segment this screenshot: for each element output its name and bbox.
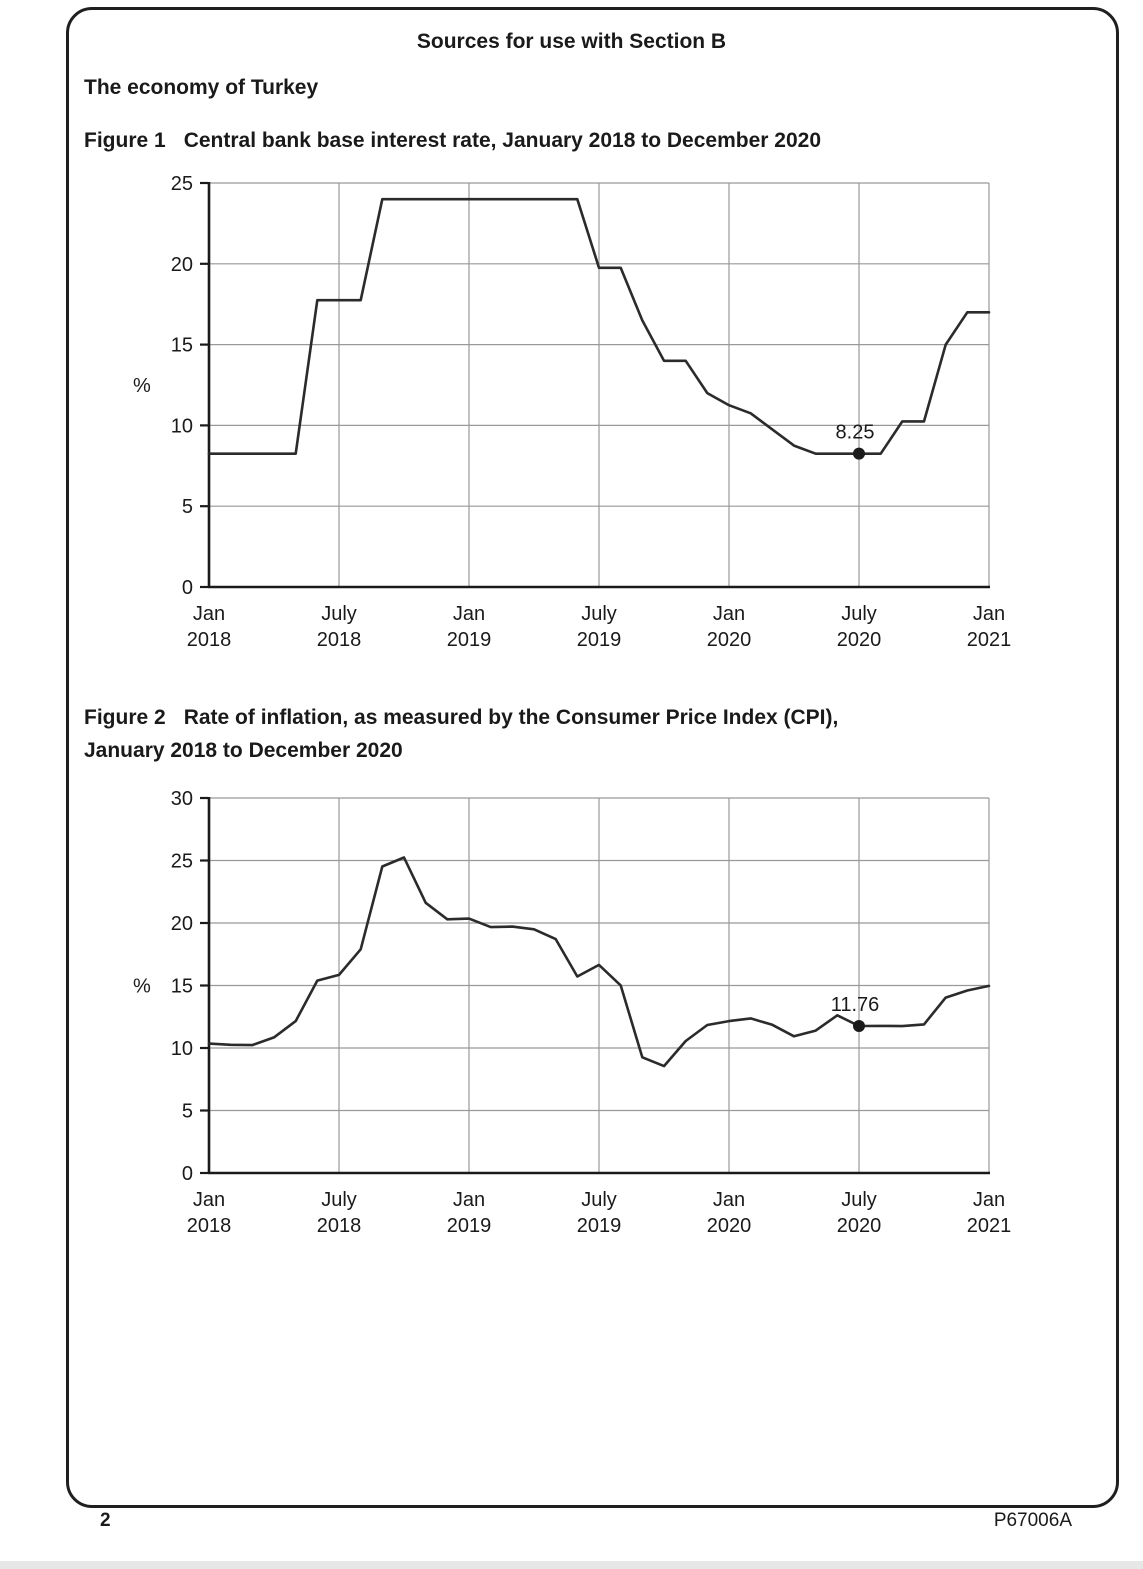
x-tick-label: 2020 <box>706 1215 752 1237</box>
y-tick-label: 10 <box>170 1038 193 1060</box>
x-tick-label: 2018 <box>316 1215 362 1237</box>
x-tick-label: 2019 <box>576 629 622 651</box>
x-tick-label: 2021 <box>966 1215 1012 1237</box>
figure2-caption <box>84 701 944 767</box>
annotation-label: 11.76 <box>830 994 880 1016</box>
y-tick-label: 5 <box>181 1100 193 1123</box>
x-tick-label: 2019 <box>446 629 492 651</box>
y-tick-label: 15 <box>170 975 193 998</box>
x-tick-label: Jan <box>972 603 1006 625</box>
x-tick-label: 2018 <box>186 629 232 651</box>
x-tick-label: 2019 <box>576 1215 622 1237</box>
figure1-caption-text: Central bank base interest rate, January 2018 to December 2020 <box>183 129 821 152</box>
figure2-caption-line2: January 2018 to December 2020 <box>84 739 403 762</box>
figure2-caption-text: Rate of inflation, as measured by the Consumer Price Index (CPI), <box>183 706 839 729</box>
y-tick-label: 5 <box>181 496 193 519</box>
x-tick-label: July <box>841 1189 877 1211</box>
x-tick-label: July <box>581 1189 617 1211</box>
y-tick-label: 10 <box>170 415 193 438</box>
y-axis-label: % <box>133 375 151 397</box>
x-tick-label: 2020 <box>706 629 752 651</box>
page-title: Sources for use with Section B <box>416 30 727 53</box>
y-tick-label: 25 <box>170 850 193 873</box>
x-tick-label: Jan <box>452 1189 486 1211</box>
y-tick-label: 20 <box>170 253 193 276</box>
y-tick-label: 0 <box>181 1163 193 1185</box>
y-tick-label: 20 <box>170 913 193 935</box>
figure1-chart <box>100 175 1020 660</box>
paper-code: P67006A <box>993 1510 1072 1531</box>
y-tick-label: 15 <box>170 334 193 357</box>
x-tick-label: Jan <box>712 603 746 625</box>
y-axis-label: % <box>133 975 151 998</box>
x-tick-label: 2020 <box>836 1215 882 1237</box>
x-tick-label: July <box>841 603 877 625</box>
x-tick-label: July <box>581 603 617 625</box>
figure1-label: Figure 1 <box>84 129 166 152</box>
figure2-chart <box>100 790 1020 1265</box>
annotation-dot <box>853 1020 865 1032</box>
y-tick-label: 25 <box>170 173 193 195</box>
x-tick-label: Jan <box>452 603 486 625</box>
figure1-caption <box>84 124 944 157</box>
x-tick-label: 2020 <box>836 629 882 651</box>
annotation-dot <box>853 448 865 460</box>
figure2-caption-line1 <box>84 701 944 734</box>
x-tick-label: July <box>321 1189 357 1211</box>
x-tick-label: Jan <box>192 603 226 625</box>
y-tick-label: 30 <box>170 788 193 810</box>
bottom-strip <box>0 1561 1143 1569</box>
figure2-label: Figure 2 <box>84 706 166 729</box>
page-footer <box>100 1510 1072 1532</box>
x-tick-label: 2018 <box>316 629 362 651</box>
x-tick-label: Jan <box>192 1189 226 1211</box>
annotation-label: 8.25 <box>835 421 875 444</box>
y-tick-label: 0 <box>181 577 193 599</box>
x-tick-label: 2021 <box>966 629 1012 651</box>
x-tick-label: 2018 <box>186 1215 232 1237</box>
x-tick-label: 2019 <box>446 1215 492 1237</box>
x-tick-label: Jan <box>712 1189 746 1211</box>
x-tick-label: Jan <box>972 1189 1006 1211</box>
section-title: The economy of Turkey <box>84 76 319 99</box>
x-tick-label: July <box>321 603 357 625</box>
page-number: 2 <box>100 1510 111 1531</box>
